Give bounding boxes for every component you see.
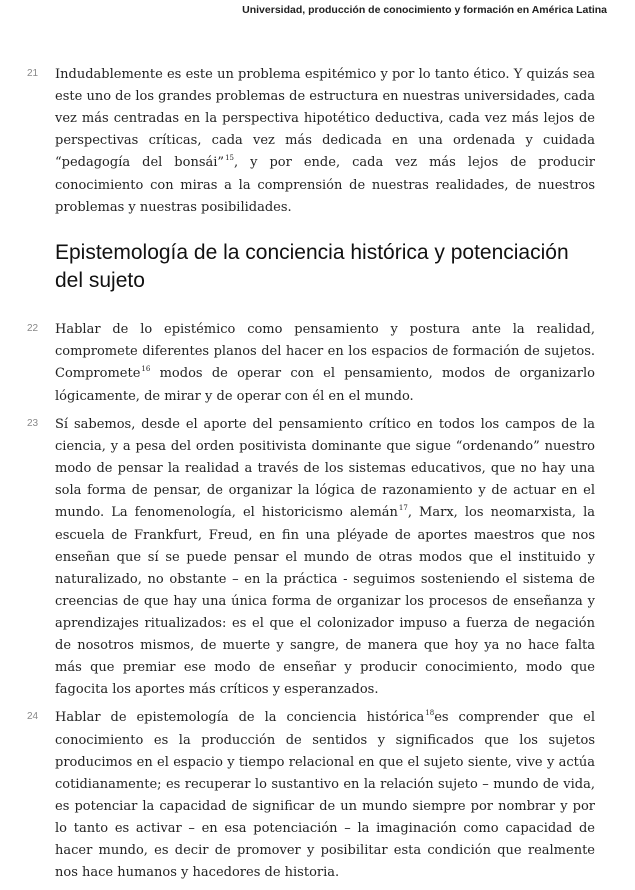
paragraph-text [55,64,595,219]
footnote-ref-17[interactable]: 17 [398,504,408,512]
paragraph-number: 21 [27,68,39,79]
document-body [0,64,635,890]
paragraph-text-part: , Marx, los neomarxista, la escuela de Frankfurt, Freud, en fin una pléyade de aportes maestros que nos enseñan que sí se puede pensar el mundo de otras modos que el instituido y naturalizado, no obstante – en la práctica - seguimos sosteniendo el sistema de creencias de que hay una única forma de organizar los procesos de enseñanza y aprendizajes ritualizados: es el que el colonizador impuso a fuerza de negación de nosotros mismos, de muerte y sangre, de manera que hoy ya no hace falta más que premiar ese modo de enseñar y producir conocimiento, modo que fagocita los aportes más críticos y esperanzados. [55,505,596,697]
paragraph-text-part: , y por ende, cada vez más lejos de producir conocimiento con miras a la comprensión de nuestras realidades, de nuestros problemas y nuestras posibilidades. [55,155,595,215]
paragraph-number: 24 [27,711,39,722]
paragraph-text-part: Hablar de lo epistémico como pensamiento y postura ante la realidad, compromete diferentes planos del hacer en los espacios de formación de sujetos. Compromete [55,322,595,381]
footnote-ref-16[interactable]: 16 [141,365,151,373]
paragraph-number: 23 [27,418,39,429]
paragraph-23 [0,414,635,701]
paragraph-text [55,707,595,884]
paragraph-text-part: es comprender que el conocimiento es la producción de sentidos y significados que los sujetos producimos en el espacio y tiempo relacional en que el sujeto siente, vive y actúa cotidianamente; es recuperar lo sustantivo en la relación sujeto – mundo de vida, es potenciar la capacidad de significar de un mundo siempre por nombrar y por lo tanto es activar – en esa potenciación – la imaginación como capacidad de hacer mundo, es decir de promover y posibilitar esta condición que realmente nos hace humanos y hacedores de historia. [55,710,595,880]
paragraph-text-part: Hablar de epistemología de la conciencia histórica [55,710,425,725]
paragraph-22 [0,319,635,408]
section-heading: Epistemología de la conciencia histórica y potenciación del sujeto [55,241,569,292]
running-header: Universidad, producción de conocimiento y formación en América Latina [242,4,607,16]
footnote-ref-18[interactable]: 18 [425,709,435,717]
paragraph-text [55,319,595,408]
paragraph-text-part: modos de operar con el pensamiento, modos de organizarlo lógicamente, de mirar y de operar con él en el mundo. [55,366,595,404]
paragraph-text-part: Indudablemente es este un problema espitémico y por lo tanto ético. Y quizás sea este uno de los grandes problemas de estructura en nuestras universidades, cada vez más centradas en la perspectiva hipotético deductiva, cada vez más lejos de perspectivas críticas, cada vez más dedicada en una ordenada y cuidada “pedagogía del bonsái” [55,67,595,170]
paragraph-24 [0,707,635,884]
footnote-ref-15[interactable]: 15 [225,154,234,162]
paragraph-text [55,414,595,701]
paragraph-text-part: Sí sabemos, desde el aporte del pensamiento crítico en todos los campos de la ciencia, y a pesa del orden positivista dominante que sigue “ordenando” nuestro modo de pensar la realidad a través de los sistemas educativos, que no hay una sola forma de pensar, de organizar la lógica de razonamiento y de actuar en el mundo. La fenomenología, el historicismo alemán [55,417,595,520]
paragraph-21 [0,64,635,219]
paragraph-number: 22 [27,323,39,334]
